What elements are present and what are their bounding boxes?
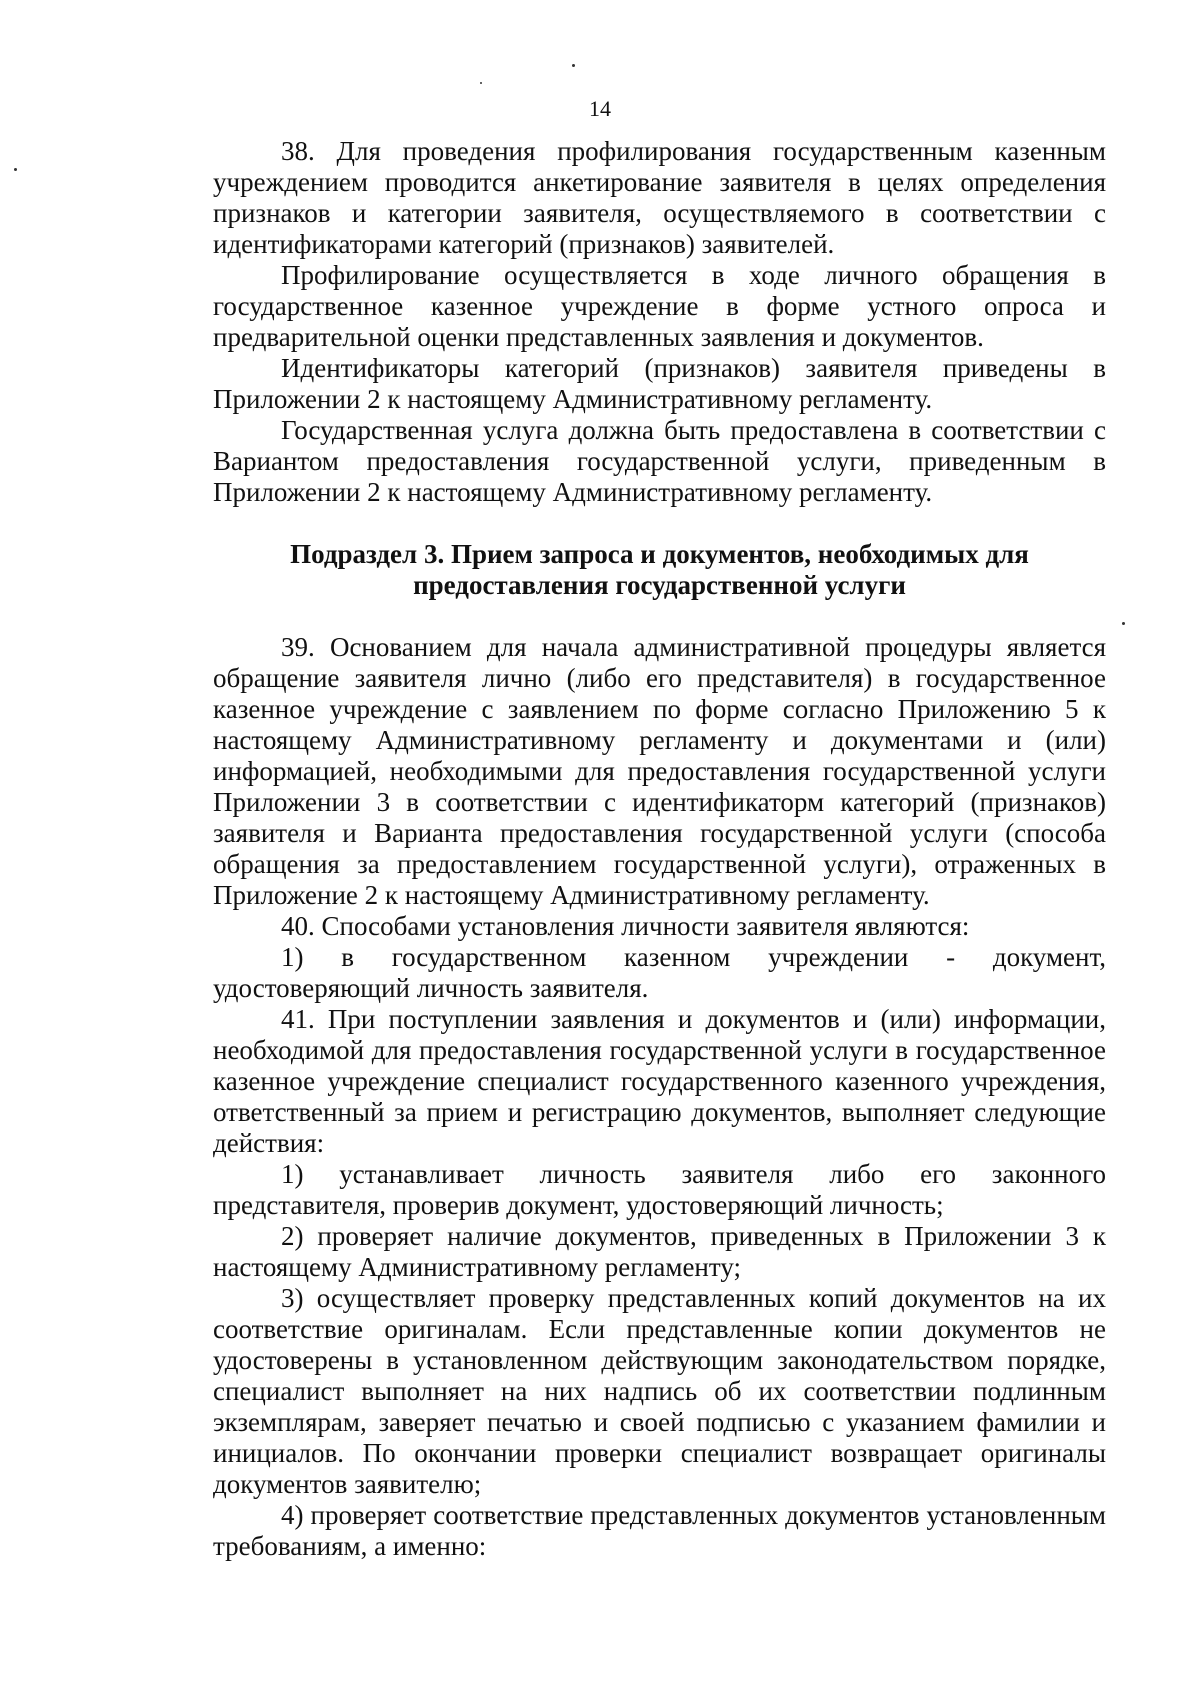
paragraph-41-item-1: 1) устанавливает личность заявителя либо его законного представителя, проверив документ, удостоверяющий личность; (213, 1159, 1106, 1220)
paragraph-identifiers: Идентификаторы категорий (признаков) заявителя приведены в Приложении 2 к настоящему Административному регламенту. (213, 353, 1106, 414)
paragraph-service-variant: Государственная услуга должна быть предоставлена в соответствии с Вариантом предоставления государственной услуги, приведенным в Приложении 2 к настоящему Административному регламенту. (213, 415, 1106, 507)
subsection-heading (213, 539, 1106, 601)
paragraph-41-item-4: 4) проверяет соответствие представленных документов установленным требованиям, а именно: (213, 1500, 1106, 1561)
paragraph-39: 39. Основанием для начала административной процедуры является обращение заявителя лично (либо его представителя) в государственное казенное учреждение с заявлением по форме согласно Приложению 5 к настоящему Административному регламенту и документами и (или) информацией, необходимыми для предоставления государственной услуги Приложении 3 в соответствии с идентификаторм категорий (признаков) заявителя и Варианта предоставления государственной услуги (способа обращения за предоставлением государственной услуги), отраженных в Приложение 2 к настоящему Административному регламенту. (213, 632, 1106, 910)
scan-speck (1122, 622, 1125, 625)
paragraph-40: 40. Способами установления личности заявителя являются: (281, 911, 970, 941)
paragraph-profiling: Профилирование осуществляется в ходе личного обращения в государственное казенное учреждение в форме устного опроса и предварительной оценки представленных заявления и документов. (213, 260, 1106, 352)
scan-speck (14, 168, 17, 171)
scan-speck (480, 82, 482, 84)
scan-speck (572, 64, 575, 67)
page-number: 14 (589, 96, 611, 121)
paragraph-41-item-3: 3) осуществляет проверку представленных копий документов на их соответствие оригиналам. Если представленные копии документов не удостоверены в установленном действующим законодательством порядке, специалист выполняет на них надпись об их соответствии подлинным экземплярам, заверяет печатью и своей подписью с указанием фамилии и инициалов. По окончании проверки специалист возвращает оригиналы документов заявителю; (213, 1283, 1106, 1499)
document-body (213, 136, 1106, 1562)
paragraph-41-item-2: 2) проверяет наличие документов, приведенных в Приложении 3 к настоящему Административному регламенту; (213, 1221, 1106, 1282)
paragraph-41: 41. При поступлении заявления и документов и (или) информации, необходимой для предоставления государственной услуги в государственное казенное учреждение специалист государственного казенного учреждения, ответственный за прием и регистрацию документов, выполняет следующие действия: (213, 1004, 1106, 1158)
paragraph-40-item-1: 1) в государственном казенном учреждении - документ, удостоверяющий личность заявителя. (213, 942, 1106, 1003)
paragraph-38: 38. Для проведения профилирования государственным казенным учреждением проводится анкетирование заявителя в целях определения признаков и категории заявителя, осуществляемого в соответствии с идентификаторами категорий (признаков) заявителей. (213, 136, 1106, 259)
subsection-heading-line-2: предоставления государственной услуги (413, 570, 906, 600)
subsection-heading-line-1: Подраздел 3. Прием запроса и документов, необходимых для (290, 539, 1029, 569)
